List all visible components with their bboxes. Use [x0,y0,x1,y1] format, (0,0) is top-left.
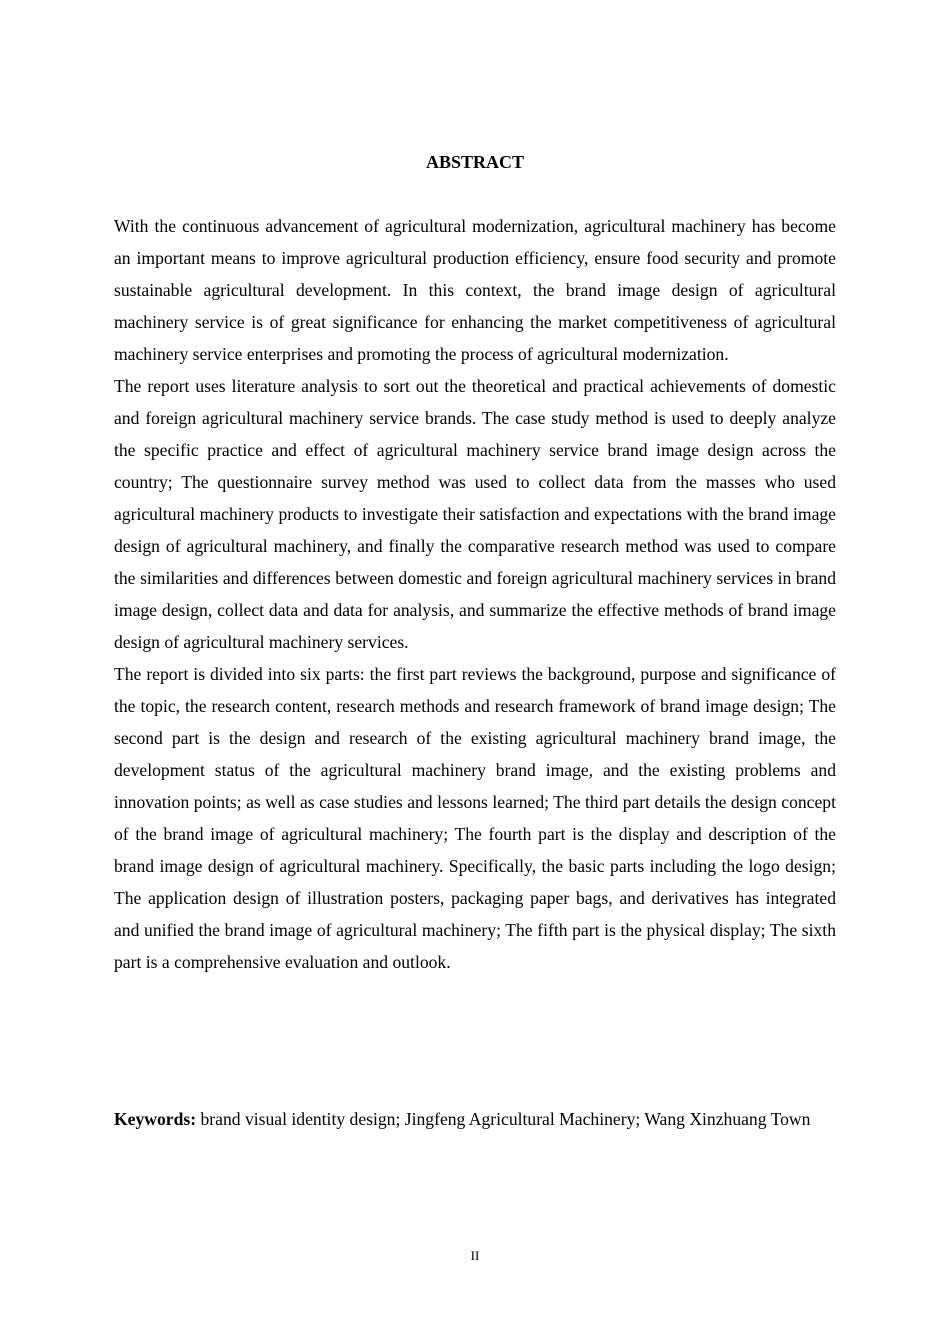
keywords-section [114,1104,836,1135]
abstract-body [114,210,836,978]
keywords-text: brand visual identity design; Jingfeng Agricultural Machinery; Wang Xinzhuang Town [200,1109,811,1129]
keywords-label: Keywords: [114,1109,197,1129]
page-number: II [470,1248,480,1263]
abstract-title: ABSTRACT [425,152,525,172]
abstract-paragraph-1: With the continuous advancement of agricultural modernization, agricultural machinery has become an important means to improve agricultural production efficiency, ensure food security and promote sustainable agricultural development. In this context, the brand image design of agricultural machinery service is of great significance for enhancing the market competitiveness of agricultural machinery service enterprises and promoting the process of agricultural modernization. [114,216,836,364]
abstract-paragraph-2: The report uses literature analysis to sort out the theoretical and practical achievements of domestic and foreign agricultural machinery service brands. The case study method is used to deeply analyze the specific practice and effect of agricultural machinery service brand image design across the country; The questionnaire survey method was used to collect data from the masses who used agricultural machinery products to investigate their satisfaction and expectations with the brand image design of agricultural machinery, and finally the comparative research method was used to compare the similarities and differences between domestic and foreign agricultural machinery services in brand image design, collect data and data for analysis, and summarize the effective methods of brand image design of agricultural machinery services. [114,376,836,652]
abstract-paragraph-3: The report is divided into six parts: the first part reviews the background, purpose and significance of the topic, the research content, research methods and research framework of brand image design; The second part is the design and research of the existing agricultural machinery brand image, the development status of the agricultural machinery brand image, and the existing problems and innovation points; as well as case studies and lessons learned; The third part details the design concept of the brand image of agricultural machinery; The fourth part is the display and description of the brand image design of agricultural machinery. Specifically, the basic parts including the logo design; The application design of illustration posters, packaging paper bags, and derivatives has integrated and unified the brand image of agricultural machinery; The fifth part is the physical display; The sixth part is a comprehensive evaluation and outlook. [114,664,836,972]
